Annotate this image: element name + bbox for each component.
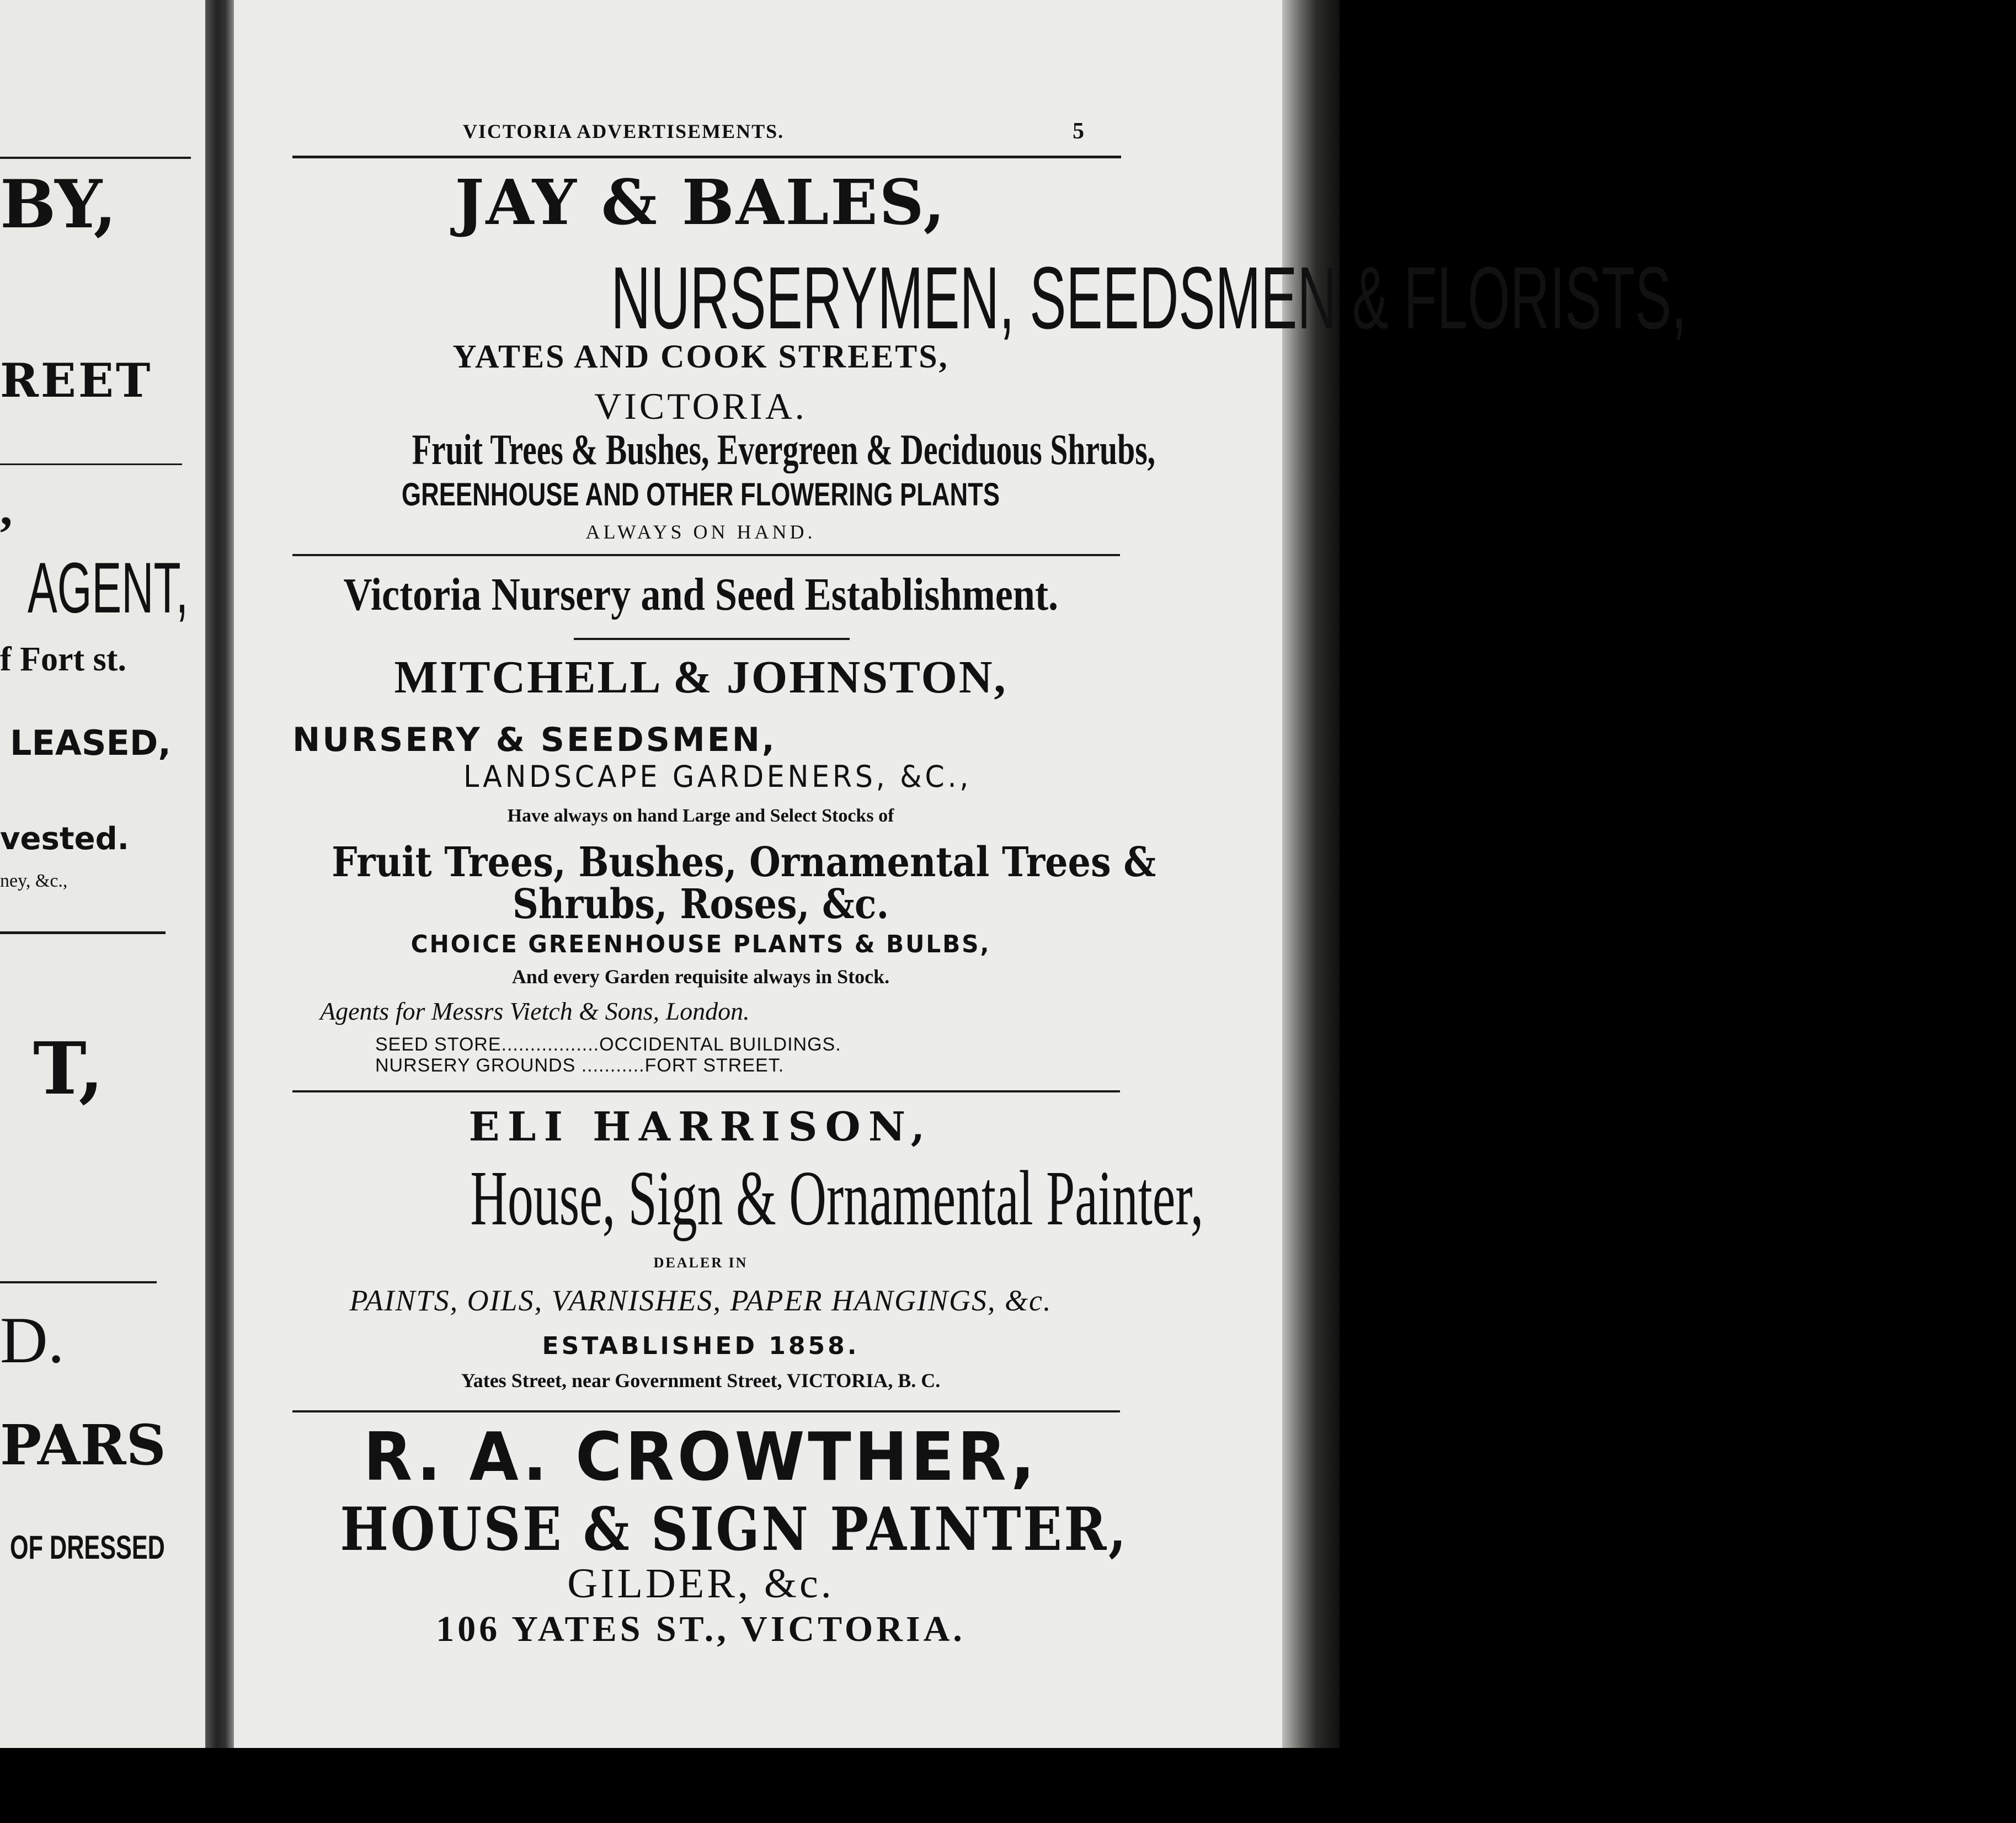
left-fragment: PARS bbox=[0, 1412, 166, 1478]
ad2-stock1: Fruit Trees, Bushes, Ornamental Trees & bbox=[332, 839, 1156, 886]
ad4-trade: HOUSE & SIGN PAINTER, bbox=[340, 1495, 1128, 1564]
ad-divider bbox=[292, 1410, 1120, 1412]
left-rule bbox=[0, 463, 182, 465]
ad4-name: R. A. CROWTHER, bbox=[363, 1419, 1038, 1496]
left-facing-page bbox=[0, 0, 205, 1823]
ad2-intro: Have always on hand Large and Select Stocks of bbox=[507, 806, 894, 826]
ad1-stock: Fruit Trees & Bushes, Evergreen & Deciduous Shrubs, bbox=[412, 425, 1156, 473]
ad4-address: 106 YATES ST., VICTORIA. bbox=[436, 1609, 966, 1649]
ad1-city: VICTORIA. bbox=[594, 385, 807, 427]
running-title: VICTORIA ADVERTISEMENTS. bbox=[462, 120, 785, 142]
ad3-trade: House, Sign & Ornamental Painter, bbox=[470, 1154, 1204, 1241]
ad2-name: MITCHELL & JOHNSTON, bbox=[394, 652, 1007, 703]
left-rule bbox=[0, 1281, 157, 1283]
ad3-name: ELI HARRISON, bbox=[468, 1103, 933, 1150]
page-number: 5 bbox=[1073, 119, 1084, 144]
left-fragment: , bbox=[0, 481, 13, 536]
left-fragment: T, bbox=[33, 1026, 104, 1111]
ad2-nursery-grounds: NURSERY GROUNDS ...........FORT STREET. bbox=[375, 1055, 785, 1076]
ad2-agents: Agents for Messrs Vietch & Sons, London. bbox=[320, 997, 750, 1025]
ad1-address: YATES AND COOK STREETS, bbox=[452, 338, 949, 375]
left-fragment: LEASED, bbox=[10, 723, 171, 763]
advertisement-page bbox=[281, 0, 1687, 1823]
left-fragment: D. bbox=[0, 1303, 65, 1377]
ad1-plants: GREENHOUSE AND OTHER FLOWERING PLANTS bbox=[401, 477, 1000, 513]
left-rule bbox=[0, 931, 166, 934]
header-rule bbox=[292, 156, 1121, 158]
ad-divider bbox=[292, 1090, 1120, 1092]
ad-divider bbox=[292, 554, 1120, 556]
ad-short-rule bbox=[574, 638, 850, 640]
scan-border bbox=[0, 1748, 1340, 1823]
ad2-trade1: NURSERY & SEEDSMEN, bbox=[292, 721, 777, 759]
left-fragment: AGENT, bbox=[28, 547, 189, 628]
left-fragment: OF DRESSED bbox=[10, 1529, 165, 1566]
left-fragment: ney, &c., bbox=[0, 871, 68, 891]
ad3-address: Yates Street, near Government Street, VICTORIA, B. C. bbox=[461, 1369, 941, 1392]
ad2-stock2: Shrubs, Roses, &c. bbox=[512, 881, 889, 928]
book-gutter bbox=[205, 0, 234, 1823]
ad2-greenhouse: CHOICE GREENHOUSE PLANTS & BULBS, bbox=[410, 930, 991, 958]
left-fragment: vested. bbox=[0, 821, 129, 857]
left-fragment: REET bbox=[0, 353, 153, 408]
ad2-requisite: And every Garden requisite always in Stock. bbox=[511, 966, 890, 988]
ad1-note: ALWAYS ON HAND. bbox=[585, 521, 816, 543]
ad1-trade: NURSERYMEN, SEEDSMEN & FLORISTS, bbox=[611, 248, 1687, 347]
ad2-seed-store: SEED STORE.................OCCIDENTAL BUILDINGS. bbox=[375, 1034, 841, 1055]
left-fragment: f Fort st. bbox=[0, 641, 126, 678]
left-fragment: BY, bbox=[0, 166, 117, 243]
left-rule bbox=[0, 157, 191, 159]
ad1-name: JAY & BALES, bbox=[455, 167, 947, 239]
ad4-gilder: GILDER, &c. bbox=[567, 1560, 834, 1607]
ad3-dealer: DEALER IN bbox=[653, 1255, 748, 1271]
ad3-established: ESTABLISHED 1858. bbox=[542, 1332, 860, 1360]
ad2-trade2: LANDSCAPE GARDENERS, &C., bbox=[463, 759, 972, 794]
ad3-goods: PAINTS, OILS, VARNISHES, PAPER HANGINGS, &c. bbox=[349, 1284, 1052, 1317]
ad2-establishment: Victoria Nursery and Seed Establishment. bbox=[343, 569, 1058, 620]
